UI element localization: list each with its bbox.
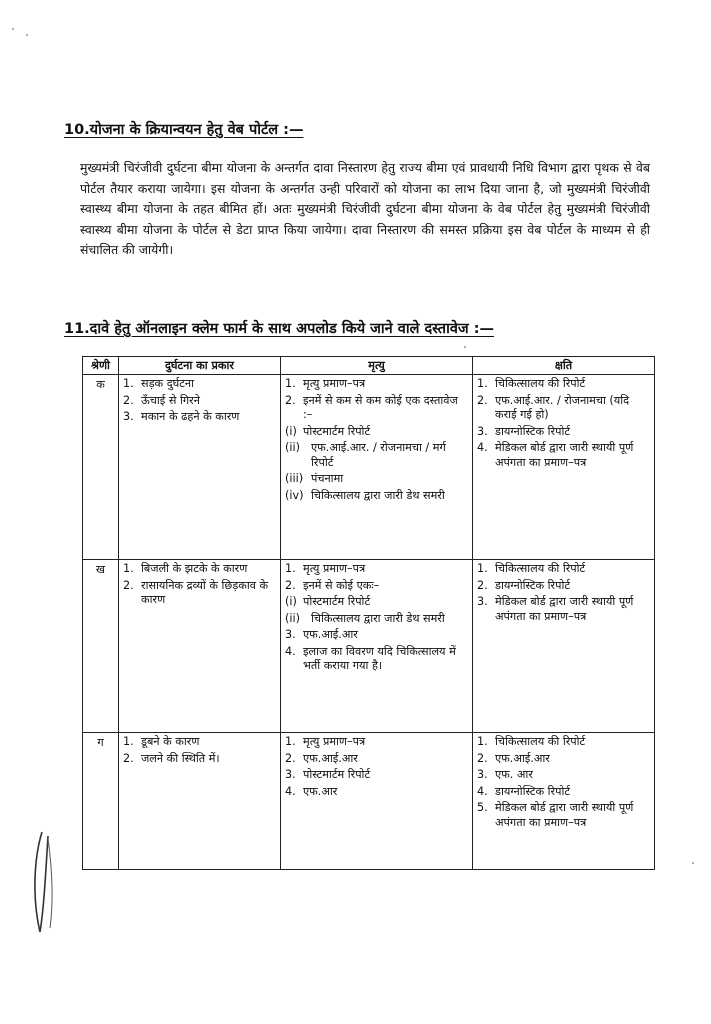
list-item-number: (iv) (285, 488, 304, 502)
list-item (285, 735, 468, 750)
list-item (477, 579, 650, 594)
list-item-text: मेडिकल बोर्ड द्वारा जारी स्थायी पूर्ण अपंगता का प्रमाण–पत्र (495, 441, 634, 469)
list-item-text: चिकित्सालय द्वारा जारी डेथ समरी (311, 611, 445, 625)
list-item (123, 562, 276, 577)
row-injury-documents (473, 560, 655, 733)
list-item-text: पोस्टमार्टम रिपोर्ट (303, 768, 371, 781)
list-item-text: मकान के ढहने के कारण (141, 410, 240, 423)
list-item (477, 735, 650, 750)
list-item (285, 752, 468, 767)
list-item-text: एफ.आर (303, 784, 338, 798)
list-item-text: चिकित्सालय की रिपोर्ट (495, 735, 586, 748)
list-item-text: डूबने के कारण (141, 735, 200, 748)
list-item (285, 394, 468, 423)
list-item-text: मृत्यु प्रमाण–पत्र (303, 735, 366, 748)
list-item-number: 3. (285, 768, 296, 781)
list-item-text: पोस्टमार्टम रिपोर्ट (303, 424, 371, 438)
list-item (477, 768, 650, 783)
list-item-number: 2. (285, 751, 296, 765)
table-row (83, 733, 655, 870)
list-item-text: डायग्नोस्टिक रिपोर्ट (495, 784, 571, 798)
scan-speck (12, 28, 14, 30)
list-item-number: 1. (477, 377, 488, 390)
table-body (83, 375, 655, 870)
list-item-text: जलने की स्थिति में। (141, 751, 220, 765)
list-item (285, 472, 468, 487)
list-item-text: मेडिकल बोर्ड द्वारा जारी स्थायी पूर्ण अपंगता का प्रमाण–पत्र (495, 595, 634, 623)
list-item-text: बिजली के झटके के कारण (141, 562, 248, 575)
list-item-number: 4. (477, 784, 488, 798)
list-item-number: 3. (477, 595, 488, 608)
list-item (477, 394, 650, 423)
list-item-number: 1. (477, 562, 488, 575)
list-item-text: मृत्यु प्रमाण–पत्र (303, 377, 366, 390)
list-item-text: इनमें से कोई एकः– (303, 578, 380, 592)
list-item-number: (i) (285, 595, 297, 608)
row-category: ग (83, 733, 119, 870)
row-accident-types (119, 375, 281, 560)
list-item-text: डायग्नोस्टिक रिपोर्ट (495, 424, 571, 438)
list-item-number: 3. (477, 424, 488, 438)
list-item (285, 425, 468, 440)
list-item-text: एफ.आई.आर (495, 751, 550, 765)
list-item-number: (ii) (285, 441, 300, 454)
list-item-text: चिकित्सालय की रिपोर्ट (495, 562, 586, 575)
list-item-number: 1. (477, 735, 488, 748)
list-item-text: सड़क दुर्घटना (141, 377, 194, 390)
table-header-row (83, 357, 655, 375)
row-category: ख (83, 560, 119, 733)
list-item-text: पोस्टमार्टम रिपोर्ट (303, 595, 371, 608)
list-item (285, 562, 468, 577)
scan-speck (464, 346, 466, 348)
list-item (477, 377, 650, 392)
list-item-number: 4. (285, 784, 296, 798)
row-death-documents (281, 375, 473, 560)
header-death: मृत्यु (281, 357, 473, 375)
list-item (285, 579, 468, 594)
table-row (83, 375, 655, 560)
header-accident-type: दुर्घटना का प्रकार (119, 357, 281, 375)
list-item-text: चिकित्सालय की रिपोर्ट (495, 377, 586, 390)
section-10-heading: 10.योजना के क्रियान्वयन हेतु वेब पोर्टल :— (64, 122, 304, 138)
list-item-number: 2. (123, 751, 134, 765)
list-item-text: मृत्यु प्रमाण–पत्र (303, 562, 366, 575)
list-item (285, 785, 468, 800)
list-item (285, 768, 468, 783)
list-item-text: इलाज का विवरण यदि चिकित्सालय में भर्ती कराया गया है। (303, 644, 456, 672)
header-category: श्रेणी (83, 357, 119, 375)
list-item (285, 441, 468, 470)
list-item-text: एफ.आई.आर. / रोजनामचा / मर्ग रिपोर्ट (311, 441, 446, 469)
row-death-documents (281, 560, 473, 733)
list-item-number: 1. (285, 562, 296, 575)
list-item-text: रासायनिक द्रव्यों के छिड़काव के कारण (141, 578, 269, 606)
margin-pen-mark (28, 828, 64, 938)
list-item (477, 441, 650, 470)
list-item-number: (ii) (285, 611, 300, 625)
list-item-number: 2. (477, 578, 488, 592)
list-item-number: 2. (477, 393, 488, 407)
list-item-text: डायग्नोस्टिक रिपोर्ट (495, 578, 571, 592)
list-item-number: 2. (285, 578, 296, 592)
list-item-number: 2. (285, 393, 296, 407)
list-item-text: एफ.आई.आर (303, 751, 358, 765)
list-item-number: 2. (477, 751, 488, 765)
list-item-number: (iii) (285, 472, 304, 485)
row-category: क (83, 375, 119, 560)
list-item-number: 3. (477, 768, 488, 781)
list-item-number: 1. (123, 735, 134, 748)
list-item (285, 595, 468, 610)
list-item (285, 377, 468, 392)
list-item-text: मेडिकल बोर्ड द्वारा जारी स्थायी पूर्ण अपंगता का प्रमाण–पत्र (495, 801, 634, 829)
row-accident-types (119, 733, 281, 870)
section-11-heading: 11.दावे हेतु ऑनलाइन क्लेम फार्म के साथ अपलोड किये जाने वाले दस्तावेज :— (64, 321, 494, 337)
list-item (123, 752, 276, 767)
list-item-number: 4. (477, 441, 488, 454)
list-item (123, 579, 276, 608)
table-row (83, 560, 655, 733)
list-item-number: 2. (123, 578, 134, 592)
list-item (285, 612, 468, 627)
list-item (477, 752, 650, 767)
claim-documents-table (82, 356, 655, 870)
list-item-text: ऊँचाई से गिरने (141, 393, 200, 407)
list-item (285, 489, 468, 504)
list-item-number: 3. (123, 410, 134, 423)
list-item-number: 1. (123, 377, 134, 390)
scan-speck (26, 34, 28, 36)
list-item-text: इनमें से कम से कम कोई एक दस्तावेज :– (303, 393, 458, 421)
list-item (123, 735, 276, 750)
list-item-number: (i) (285, 424, 297, 438)
list-item (477, 801, 650, 830)
list-item-number: 1. (285, 735, 296, 748)
row-injury-documents (473, 733, 655, 870)
list-item-text: पंचनामा (311, 472, 344, 485)
list-item (123, 377, 276, 392)
list-item-number: 1. (123, 562, 134, 575)
list-item (285, 645, 468, 674)
header-injury: क्षति (473, 357, 655, 375)
section-10-paragraph: मुख्यमंत्री चिरंजीवी दुर्घटना बीमा योजना के अन्तर्गत दावा निस्तारण हेतु राज्य बीमा एवं प्रावधायी निधि विभाग द्वारा पृथक से वेब पोर्टल तैयार कराया जायेगा। इस योजना के अन्तर्गत उन्ही परिवारों को योजना का लाभ दिया जाना है, जो मुख्यमंत्री चिरंजीवी स्वास्थ्य बीमा योजना के तहत बीमित हों। अतः मुख्यमंत्री चिरंजीवी दुर्घटना बीमा योजना के वेब पोर्टल हेतु मुख्यमंत्री चिरंजीवी स्वास्थ्य बीमा योजना के पोर्टल से डेटा प्राप्त किया जायेगा। दावा निस्तारण की समस्त प्रक्रिया इस वेब पोर्टल के माध्यम से ही संचालित की जायेगी। (80, 160, 650, 257)
scan-speck (692, 862, 694, 864)
list-item (477, 562, 650, 577)
list-item (477, 785, 650, 800)
row-death-documents (281, 733, 473, 870)
list-item (123, 410, 276, 425)
list-item (477, 595, 650, 624)
list-item-number: 1. (285, 377, 296, 390)
list-item-number: 4. (285, 644, 296, 658)
row-injury-documents (473, 375, 655, 560)
row-accident-types (119, 560, 281, 733)
list-item (123, 394, 276, 409)
list-item-number: 2. (123, 393, 134, 407)
list-item-number: 3. (285, 628, 296, 641)
list-item-text: एफ.आई.आर. / रोजनामचा (यदि कराई गई हो) (495, 393, 630, 421)
list-item-text: एफ. आर (495, 768, 533, 781)
list-item (285, 628, 468, 643)
list-item-number: 5. (477, 801, 488, 814)
list-item-text: एफ.आई.आर (303, 628, 358, 641)
list-item-text: चिकित्सालय द्वारा जारी डेथ समरी (311, 488, 445, 502)
list-item (477, 425, 650, 440)
